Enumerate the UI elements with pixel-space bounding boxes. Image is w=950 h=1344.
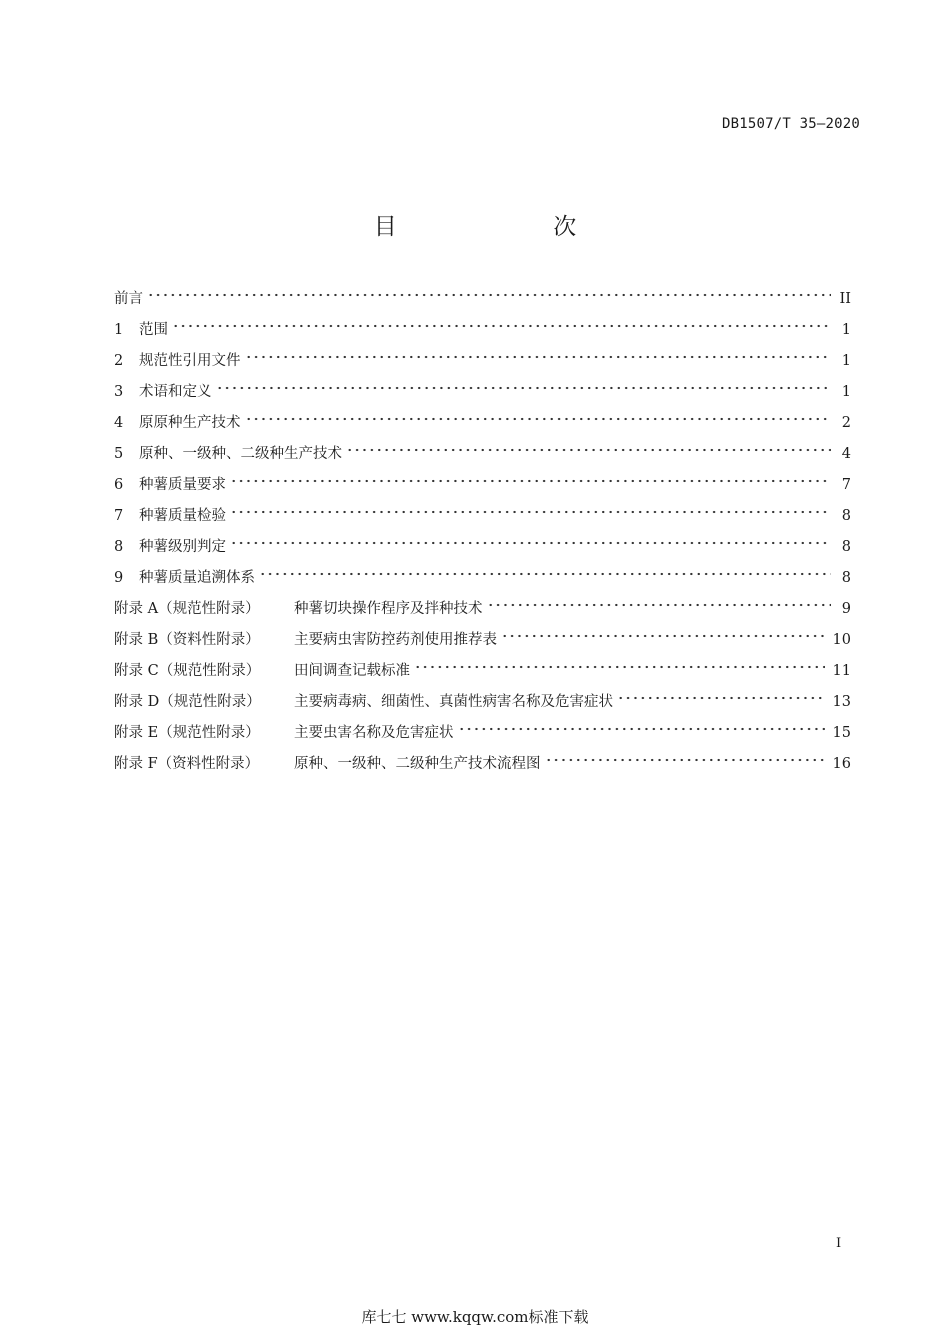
toc-entry-label: 原原种生产技术 bbox=[139, 415, 241, 431]
toc-entry-page: 4 bbox=[841, 446, 851, 462]
toc-appendix-prefix: 附录 D（规范性附录） bbox=[114, 694, 261, 710]
toc-entry-number: 8 bbox=[114, 539, 124, 555]
toc-leader-dots bbox=[487, 600, 832, 610]
toc-entry-appendix-c[interactable] bbox=[114, 659, 851, 690]
footer-watermark: 库七七 www.kqqw.com标准下载 bbox=[361, 1308, 589, 1326]
toc-appendix-prefix: 附录 E（规范性附录） bbox=[114, 725, 260, 741]
toc-entry-8[interactable] bbox=[114, 535, 851, 566]
toc-appendix-prefix: 附录 F（资料性附录） bbox=[114, 756, 260, 772]
toc-entry-label: 主要病虫害防控药剂使用推荐表 bbox=[294, 632, 497, 648]
toc-entry-4[interactable] bbox=[114, 411, 851, 442]
toc-entry-appendix-b[interactable] bbox=[114, 628, 851, 659]
toc-leader-dots bbox=[147, 290, 831, 300]
toc-leader-dots bbox=[245, 352, 832, 362]
toc-entry-number: 1 bbox=[114, 322, 124, 338]
toc-entry-number: 4 bbox=[114, 415, 124, 431]
toc-entry-page: 15 bbox=[832, 725, 851, 741]
toc-entry-label: 主要病毒病、细菌性、真菌性病害名称及危害症状 bbox=[294, 694, 613, 710]
toc-entry-appendix-e[interactable] bbox=[114, 721, 851, 752]
toc-leader-dots bbox=[230, 538, 831, 548]
toc-entry-page: 13 bbox=[832, 694, 851, 710]
toc-entry-page: 7 bbox=[841, 477, 851, 493]
table-of-contents bbox=[114, 287, 851, 783]
toc-entry-page: 9 bbox=[841, 601, 851, 617]
toc-entry-label: 规范性引用文件 bbox=[139, 353, 241, 369]
toc-leader-dots bbox=[216, 383, 832, 393]
toc-entry-5[interactable] bbox=[114, 442, 851, 473]
toc-entry-appendix-f[interactable] bbox=[114, 752, 851, 783]
toc-appendix-prefix: 附录 A（规范性附录） bbox=[114, 601, 260, 617]
toc-entry-9[interactable] bbox=[114, 566, 851, 597]
toc-leader-dots bbox=[245, 414, 832, 424]
toc-entry-6[interactable] bbox=[114, 473, 851, 504]
toc-leader-dots bbox=[172, 321, 831, 331]
toc-entry-page: 10 bbox=[832, 632, 851, 648]
toc-entry-page: 1 bbox=[841, 353, 851, 369]
toc-entry-label: 原种、一级种、二级种生产技术流程图 bbox=[294, 756, 541, 772]
toc-entry-number: 5 bbox=[114, 446, 124, 462]
toc-entry-7[interactable] bbox=[114, 504, 851, 535]
toc-entry-label: 范围 bbox=[139, 322, 168, 338]
toc-leader-dots bbox=[414, 662, 825, 672]
toc-leader-dots bbox=[230, 476, 831, 486]
toc-leader-dots bbox=[346, 445, 831, 455]
page-number: I bbox=[836, 1236, 842, 1251]
toc-entry-page: 8 bbox=[841, 539, 851, 555]
toc-entry-number: 3 bbox=[114, 384, 124, 400]
toc-entry-page: 11 bbox=[832, 663, 851, 679]
toc-leader-dots bbox=[501, 631, 825, 641]
toc-leader-dots bbox=[259, 569, 831, 579]
toc-appendix-prefix: 附录 C（规范性附录） bbox=[114, 663, 261, 679]
toc-entry-foreword[interactable] bbox=[114, 287, 851, 318]
document-code: DB1507/T 35—2020 bbox=[721, 116, 860, 132]
page-title: 目 次 bbox=[373, 214, 613, 240]
toc-entry-number: 6 bbox=[114, 477, 124, 493]
toc-entry-number: 7 bbox=[114, 508, 124, 524]
toc-entry-label: 主要虫害名称及危害症状 bbox=[294, 725, 454, 741]
toc-entry-appendix-d[interactable] bbox=[114, 690, 851, 721]
toc-entry-label: 种薯质量追溯体系 bbox=[139, 570, 255, 586]
toc-entry-3[interactable] bbox=[114, 380, 851, 411]
toc-entry-appendix-a[interactable] bbox=[114, 597, 851, 628]
toc-entry-label: 种薯级别判定 bbox=[139, 539, 226, 555]
toc-leader-dots bbox=[230, 507, 831, 517]
toc-entry-page: 16 bbox=[832, 756, 851, 772]
toc-entry-label: 种薯质量要求 bbox=[139, 477, 226, 493]
toc-entry-1[interactable] bbox=[114, 318, 851, 349]
toc-entry-2[interactable] bbox=[114, 349, 851, 380]
toc-entry-label: 前言 bbox=[114, 291, 143, 307]
toc-entry-page: II bbox=[839, 291, 851, 307]
toc-entry-page: 8 bbox=[841, 508, 851, 524]
toc-entry-label: 种薯质量检验 bbox=[139, 508, 226, 524]
toc-entry-page: 1 bbox=[841, 322, 851, 338]
toc-leader-dots bbox=[545, 755, 825, 765]
toc-appendix-prefix: 附录 B（资料性附录） bbox=[114, 632, 260, 648]
toc-entry-number: 9 bbox=[114, 570, 124, 586]
toc-entry-page: 8 bbox=[841, 570, 851, 586]
toc-entry-label: 原种、一级种、二级种生产技术 bbox=[139, 446, 342, 462]
toc-entry-label: 种薯切块操作程序及拌种技术 bbox=[294, 601, 483, 617]
toc-leader-dots bbox=[458, 724, 825, 734]
toc-entry-label: 田间调查记载标准 bbox=[294, 663, 410, 679]
toc-entry-number: 2 bbox=[114, 353, 124, 369]
toc-entry-page: 2 bbox=[841, 415, 851, 431]
toc-entry-page: 1 bbox=[841, 384, 851, 400]
toc-entry-label: 术语和定义 bbox=[139, 384, 212, 400]
toc-leader-dots bbox=[617, 693, 825, 703]
